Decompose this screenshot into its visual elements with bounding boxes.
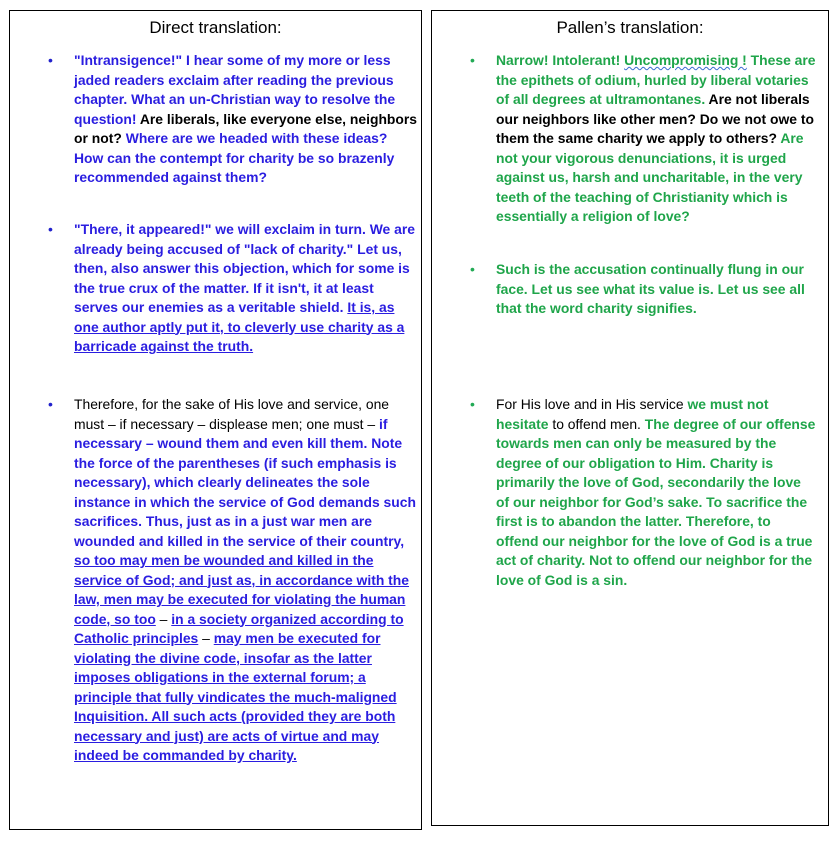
text-run: – [155, 610, 172, 627]
text-run: Therefore, for the sake of His love and service, one must – if necessary – displease men; one must – [74, 396, 390, 432]
text-run: It is, as one author aptly put it, to cleverly use charity as a barricade against the truth. [74, 299, 405, 354]
text-run: These are the epithets of odium, hurled by liberal votaries of all degrees at ultramontanes. [496, 52, 816, 107]
list-item [48, 51, 419, 188]
bullet-icon: • [48, 396, 53, 412]
text-run: For His love and in His service [496, 396, 684, 412]
paragraph [496, 260, 816, 319]
text-run: to offend men. [552, 415, 641, 432]
paragraph [74, 395, 419, 766]
text-run: "Intransigence!" I hear some of my more or less jaded readers exclaim after reading the previous chapter. What an un-Christian way to resolve the question! [74, 52, 396, 127]
text-run: – [198, 630, 214, 646]
paragraph [496, 395, 816, 590]
bullet-icon: • [48, 221, 53, 237]
text-run: may men be executed for violating the divine code, insofar as the latter imposes obligations in the external forum; a principle that fully vindicates the much-maligned Inquisition. All such acts (provided they are both necessary and just) are acts of virtue and may indeed be commanded by charity. [74, 630, 397, 763]
text-run: Are liberals, like everyone else, neighbors or not? [74, 110, 418, 146]
column-title: Direct translation: [149, 18, 282, 37]
paragraph [74, 220, 419, 357]
bullet-icon: • [470, 52, 475, 68]
column-title: Pallen’s translation: [556, 18, 704, 37]
list-item [470, 260, 816, 319]
text-run: if necessary – wound them and even kill them. Note the force of the parentheses (if such emphasis is necessary), which clearly delineates the sole instance in which the service of God demands such sacrifices. Thus, just as in a just war men are wounded and killed in the service of their country, [74, 415, 416, 549]
paragraph [74, 51, 419, 188]
paragraph [496, 51, 816, 227]
text-run: The degree of our offense towards men can only be measured by the degree of our obligation to Him. Charity is primarily the love of God, secondarily the love of our neighbor for God’s sake. To sacrifice the first is to abandon the latter. Therefore, to offend our neighbor for the love of God is a true act of charity. Not to offend our neighbor for the love of God is a sin. [496, 415, 816, 588]
list-item [48, 220, 419, 357]
text-run: in a society organized according to Catholic principles [74, 610, 404, 646]
list-item [48, 395, 419, 766]
list-item [470, 51, 816, 227]
text-run: we must not hesitate [496, 396, 769, 432]
list-item [470, 395, 816, 590]
text-run: Where are we headed with these ideas? How can the contempt for charity be so brazenly recommended against them? [74, 130, 395, 185]
text-run: Are not liberals our neighbors like other men? Do we not owe to them the same charity we apply to others? [496, 91, 814, 146]
text-run: "There, it appeared!" we will exclaim in turn. We are already being accused of "lack of charity." Let us, then, also answer this objection, which for some is the true crux of the matter. If it isn't, it at least serves our enemies as a veritable shield. [74, 221, 415, 315]
bullet-icon: • [470, 396, 475, 412]
bullet-icon: • [48, 52, 53, 68]
text-run: Are not your vigorous denunciations, it is urged against us, harsh and uncharitable, in the very teeth of the teaching of Christianity which is essentially a religion of love? [496, 130, 804, 224]
text-run: Such is the accusation continually flung in our face. Let us see what its value is. Let us see all that the word charity signifies. [496, 261, 805, 316]
pallens-translation-column [431, 10, 829, 826]
bullet-icon: • [470, 261, 475, 277]
text-run: Uncompromising ! [624, 52, 747, 68]
text-run: Narrow! Intolerant! [496, 52, 625, 68]
text-run: so too may men be wounded and killed in the service of God; and just as, in accordance with the law, men may be executed for violating the human code, so too [74, 552, 410, 627]
direct-translation-column [9, 10, 422, 830]
